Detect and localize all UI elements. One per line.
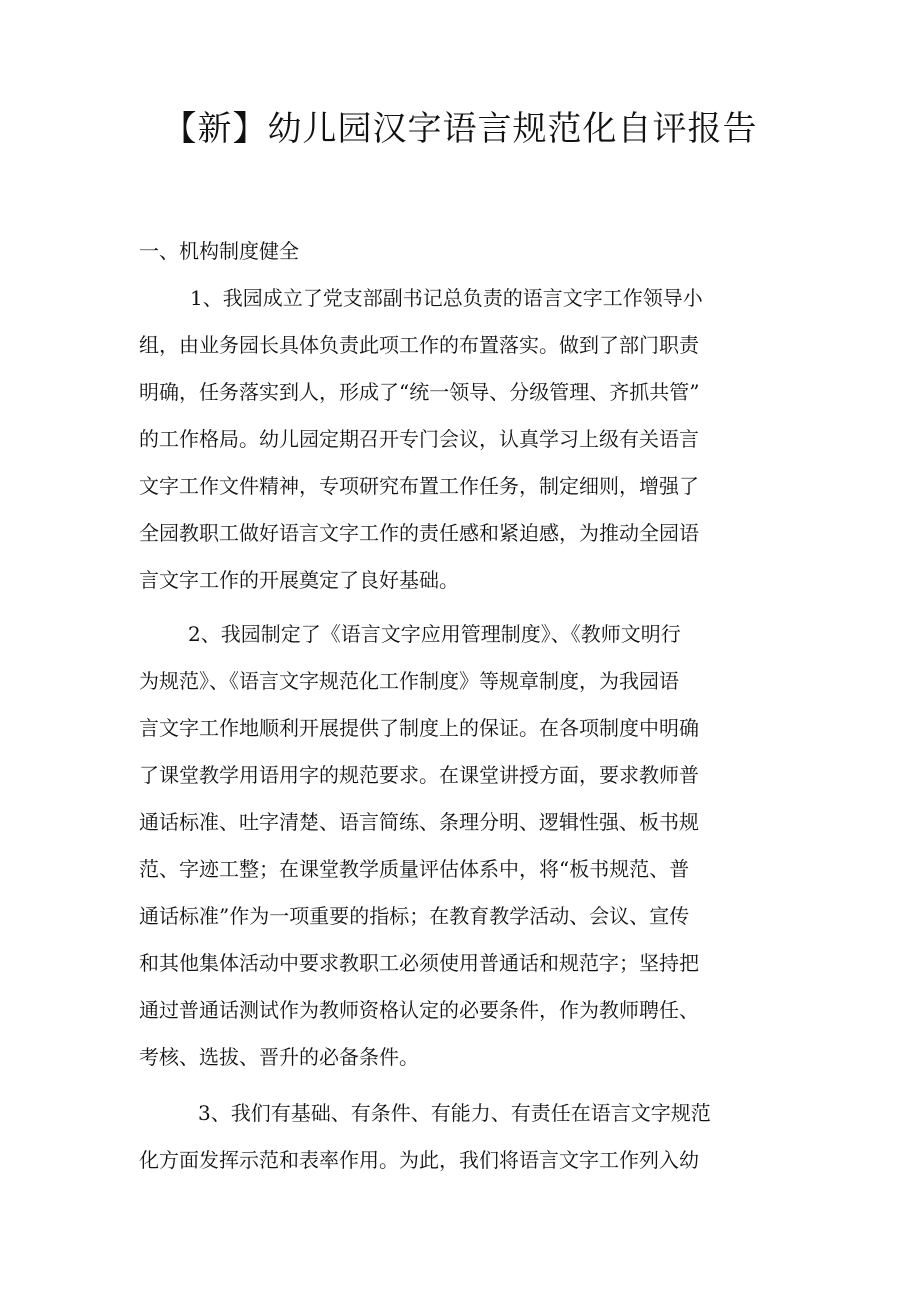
paragraph-line: 了课堂教学用语用字的规范要求。在课堂讲授方面，要求教师普 [139,763,699,787]
paragraph-line: 通过普通话测试作为教师资格认定的必要条件，作为教师聘任、 [139,998,699,1022]
paragraph-line: 明确，任务落实到人，形成了“统一领导、分级管理、齐抓共管” [139,380,700,404]
paragraph-line: 考核、选拔、晋升的必备条件。 [139,1045,419,1069]
paragraph-line: 和其他集体活动中要求教职工必须使用普通话和规范字；坚持把 [139,951,699,975]
paragraph-line: 全园教职工做好语言文字工作的责任感和紧迫感，为推动全园语 [139,521,699,545]
paragraph-line: 范、字迹工整；在课堂教学质量评估体系中，将“板书规范、普 [139,857,690,881]
paragraph-line: 3、我们有基础、有条件、有能力、有责任在语言文字规范 [198,1101,711,1125]
paragraph-line: 的工作格局。幼儿园定期召开专门会议，认真学习上级有关语言 [139,427,699,451]
paragraph-line: 为规范》、《语言文字规范化工作制度》等规章制度，为我园语 [139,669,679,693]
paragraph-line: 通话标准、吐字清楚、语言简练、条理分明、逻辑性强、板书规 [139,810,699,834]
paragraph-line: 组，由业务园长具体负责此项工作的布置落实。做到了部门职责 [139,333,699,357]
document-title: 【新】幼儿园汉字语言规范化自评报告 [162,109,758,149]
paragraph-line: 化方面发挥示范和表率作用。为此，我们将语言文字工作列入幼 [139,1148,699,1172]
paragraph-line: 2、我园制定了《语言文字应用管理制度》、《教师文明行 [188,622,681,646]
paragraph-line: 1、我园成立了党支部副书记总负责的语言文字工作领导小 [190,286,703,310]
paragraph-line: 言文字工作地顺利开展提供了制度上的保证。在各项制度中明确 [139,716,699,740]
paragraph-line: 通话标准”作为一项重要的指标；在教育教学活动、会议、宣传 [139,904,690,928]
section-heading: 一、机构制度健全 [139,239,299,263]
paragraph-line: 言文字工作的开展奠定了良好基础。 [139,568,459,592]
paragraph-line: 文字工作文件精神，专项研究布置工作任务，制定细则，增强了 [139,474,699,498]
